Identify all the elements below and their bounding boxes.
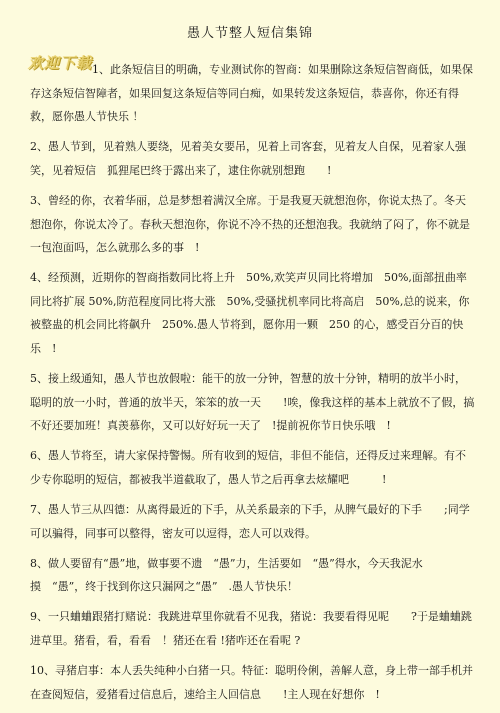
paragraph-4: 4、经预测，近期你的智商指数同比将上升 50%,欢笑声贝同比将增加 50%,面部扭曲率同比将扩展 50%,防范程度同比将大涨 50%,受骚扰机率同比将高启 50%,总的说来，你被整蛊的机会同比将飙升 250%.愚人节将到，愿你用一颗 250 的心，感受百分百的快乐 ! bbox=[30, 271, 470, 356]
paragraph-2: 2、愚人节到，见着熟人要绕，见着美女要吊，见着上司客套，见着友人自保，见着家人强笑，见着短信 狐狸尾巴终于露出来了，逮住你就别想跑 ! bbox=[30, 140, 466, 177]
paragraph-8: 8、做人要留有“愚”地，做事要不遗 “愚”力，生活要如 “愚”得水，今天我泥水摸 “愚”，终于找到你这只漏网之“愚” .愚人节快乐！ bbox=[30, 556, 423, 594]
welcome-download-badge: 欢迎下载 bbox=[28, 54, 93, 72]
paragraph-7: 7、愚人节三从四德：从离得最近的下手，从关系最亲的下手，从脾气最好的下手 ;同学可以骗得，同事可以整得，密友可以逗得，恋人可以戏得。 bbox=[30, 503, 470, 540]
paragraph-5: 5、接上级通知，愚人节也放假啦：能干的放一分钟，智慧的放十分钟，精明的放半小时，聪明的放一小时，普通的放半天，笨笨的放一天 !唉，像我这样的基本上就放不了假，搞不好还要加班！真羡慕你，又可以好好玩一天了 !提前祝你节日快乐哦 ! bbox=[30, 372, 475, 433]
document-title: 愚人节整人短信集锦 bbox=[186, 26, 313, 41]
document-body bbox=[30, 58, 476, 713]
paragraph-6: 6、愚人节将至，请大家保持警惕。所有收到的短信，非但不能信，还得反过来理解。有不少专你聪明的短信，都被我半道截取了，愚人节之后再拿去炫耀吧 ! bbox=[30, 449, 466, 486]
paragraph-9: 9、一只蛐蛐跟猪打赌说：我跳进草里你就看不见我，猪说：我要看得见呢 ?于是蛐蛐跳进草里。猪看，看，看看 ！猪还在看 !猪咋还在看呢 ? bbox=[30, 610, 472, 648]
paragraph-3: 3、曾经的你，衣着华丽，总是梦想着满汉全席。于是我夏天就想泡你，你说太热了。冬天想泡你，你说太冷了。春秋天想泡你，你说不冷不热的还想泡我。我就纳了闷了，你不就是一包泡面吗，怎么就那么多的事 ! bbox=[30, 193, 470, 255]
paragraph-1: 1、此条短信目的明确，专业测试你的智商：如果删除这条短信智商低，如果保存这条短信智障者，如果回复这条短信等同白痴，如果转发这条短信，恭喜你，你还有得救，愿你愚人节快乐 ！ bbox=[30, 63, 473, 124]
paragraph-10: 10、寻猪启事：本人丢失纯种小白猪一只。特征：聪明伶俐，善解人意，身上带一部手机并在查阅短信，爱猪看过信息后，速给主人回信息 !主人现在好想你 ! bbox=[30, 664, 473, 701]
